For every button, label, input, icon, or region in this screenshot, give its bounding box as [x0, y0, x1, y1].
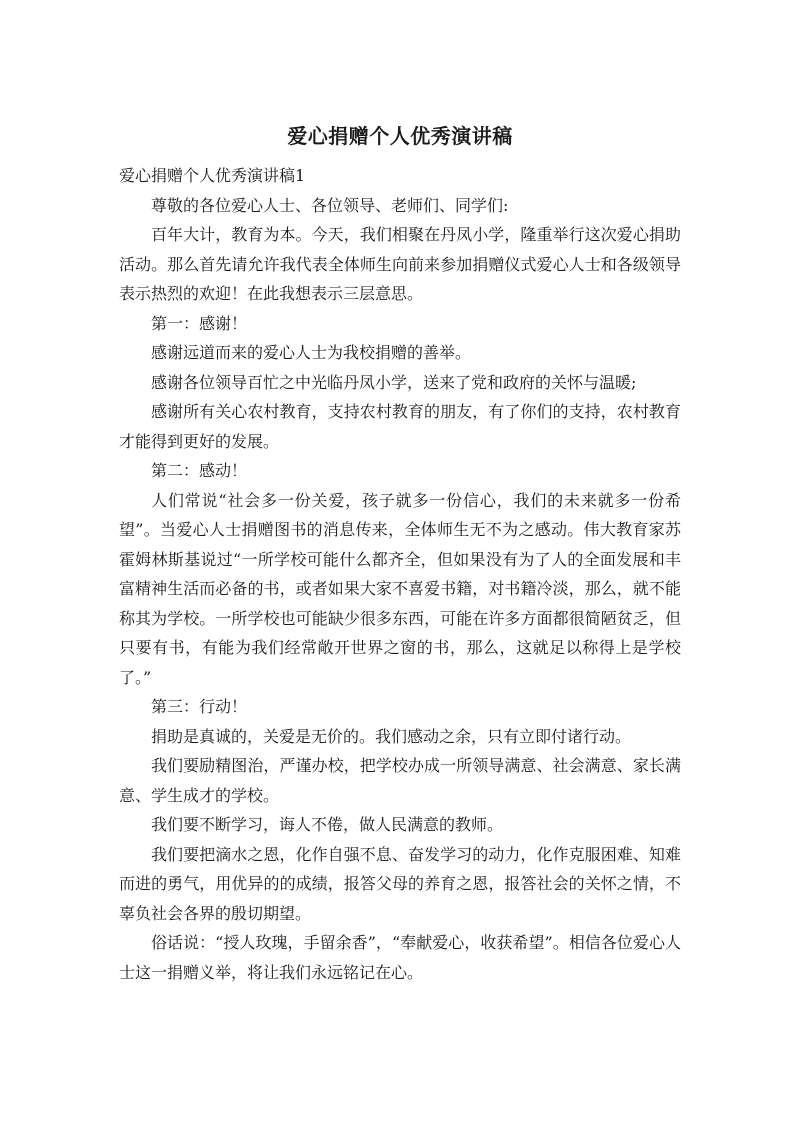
paragraph: 捐助是真诚的，关爱是无价的。我们感动之余，只有立即付诸行动。	[151, 726, 632, 746]
paragraph: 百年大计，教育为本。今天，我们相聚在丹凤小学，隆重举行这次爱心捐助活动。那么首先请允许我代表全体师生向前来参加捐赠仪式爱心人士和各级领导表示热烈的欢迎！在此我想表示三层意思。	[119, 225, 681, 303]
paragraph: 我们要把滴水之恩，化作自强不息、奋发学习的动力，化作克服困难、知难而进的勇气，用优异的的成绩，报答父母的养育之恩，报答社会的关怀之情，不辜负社会各界的殷切期望。	[119, 844, 681, 923]
paragraph: 感谢所有关心农村教育，支持农村教育的朋友，有了你们的支持，农村教育才能得到更好的发展。	[119, 402, 681, 451]
paragraph: 我们要励精图治，严谨办校，把学校办成一所领导满意、社会满意、家长满意、学生成才的学校。	[119, 756, 681, 805]
paragraph-closing: 俗话说：“授人玫瑰，手留余香”，“奉献爱心，收获希望”。相信各位爱心人士这一捐赠义举，将让我们永远铭记在心。	[119, 933, 681, 982]
section-heading-action: 第三：行动！	[151, 697, 248, 716]
paragraph: 感谢远道而来的爱心人士为我校捐赠的善举。	[151, 343, 472, 362]
paragraph: 我们要不断学习，诲人不倦，做人民满意的教师。	[151, 815, 504, 834]
section-heading-moved: 第二：感动！	[151, 461, 248, 480]
paragraph-greeting: 尊敬的各位爱心人士、各位领导、老师们、同学们:	[151, 195, 509, 215]
document-subtitle: 爱心捐赠个人优秀演讲稿1	[119, 166, 306, 185]
paragraph: 感谢各位领导百忙之中光临丹凤小学，送来了党和政府的关怀与温暖;	[151, 372, 637, 392]
document-title: 爱心捐赠个人优秀演讲稿	[287, 124, 513, 148]
section-heading-thanks: 第一：感谢！	[151, 313, 248, 333]
document-body	[119, 161, 681, 987]
paragraph: 人们常说“社会多一份关爱，孩子就多一份信心，我们的未来就多一份希望”。当爱心人士捐赠图书的消息传来，全体师生无不为之感动。伟大教育家苏霍姆林斯基说过“一所学校可能什么都齐全，但如果没有为了人的全面发展和丰富精神生活而必备的书，或者如果大家不喜爱书籍，对书籍冷淡，那么，就不能称其为学校。一所学校也可能缺少很多东西，可能在许多方面都很简陋贫乏，但只要有书，有能为我们经常敞开世界之窗的书，那么，这就足以称得上是学校了。”	[119, 490, 681, 687]
